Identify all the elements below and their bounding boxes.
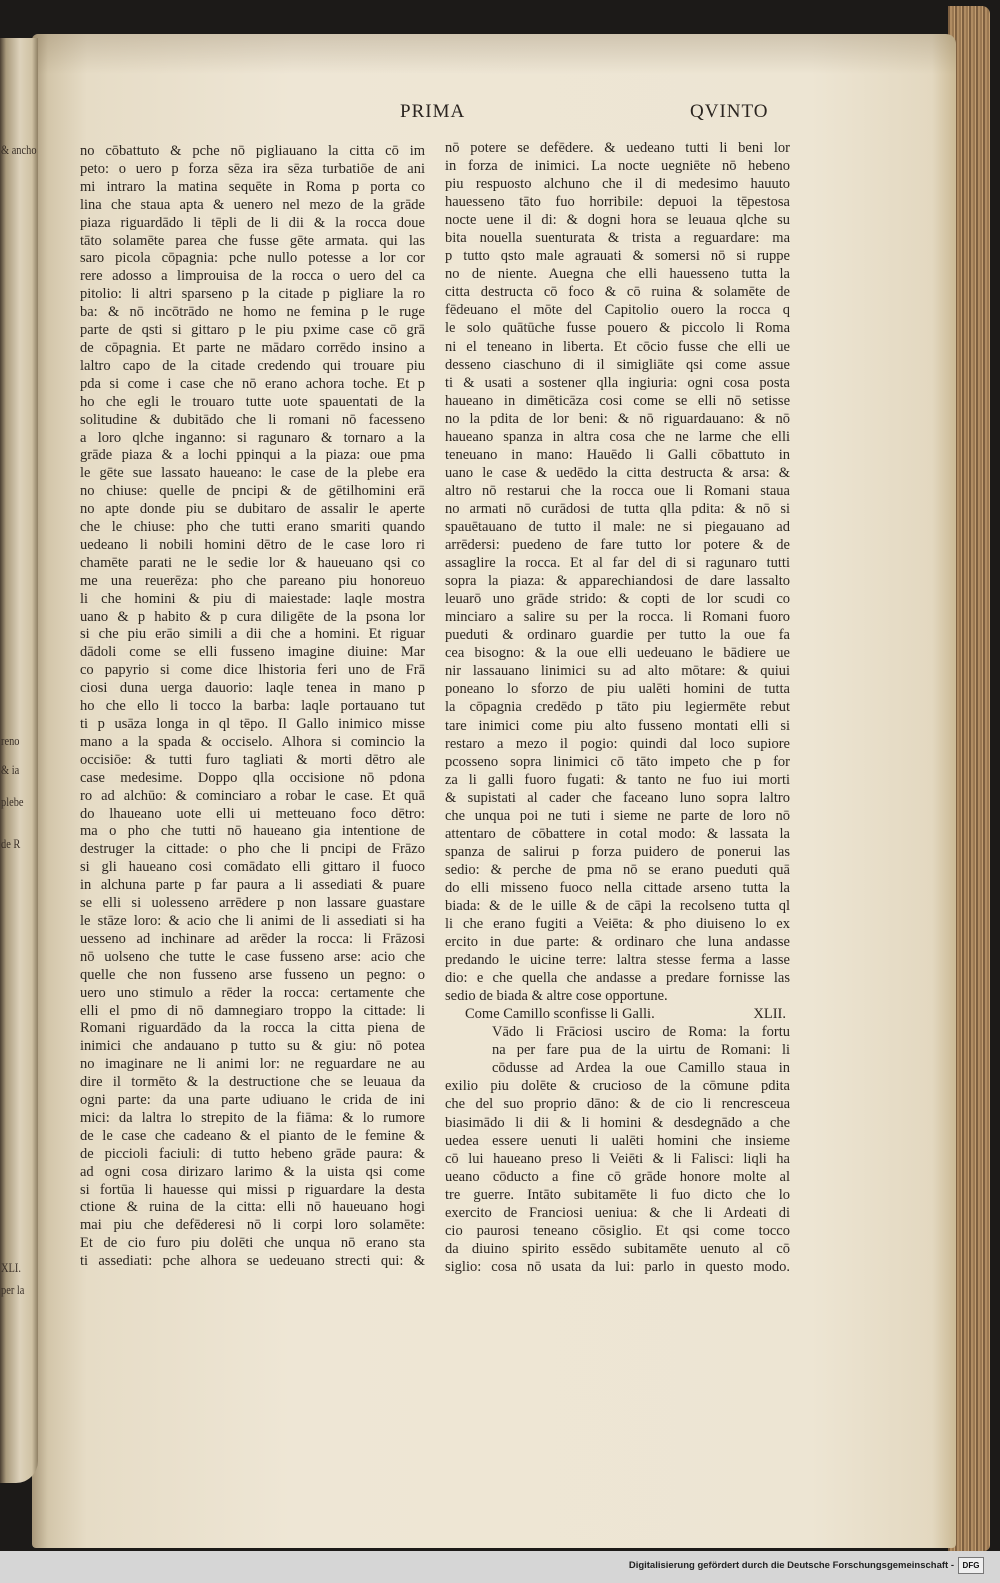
text-block <box>445 1023 790 1276</box>
text-line: pueduti & ordinaro guardie per tutto la oue fa <box>445 627 790 644</box>
text-line: in forza de inimici. La nocte uegniēte nō hebeno <box>445 158 790 175</box>
text-line: no de niente. Auegna che elli hauesseno tutta la <box>445 266 790 283</box>
text-line: cō lui haueano preso li Veiēti & li Falisci: liqli ha <box>445 1150 790 1167</box>
text-line: elli el pmo di nō damnegiaro troppo la cittade: li <box>80 1002 425 1019</box>
text-line: uano & p habito & p cura diligēte de la psona lor <box>80 608 425 625</box>
text-line: dire il tormēto & la destructione che se leuaua da <box>80 1074 425 1091</box>
text-line: exercito de Franciosi ueniua: & che li Ardeati di <box>445 1204 790 1221</box>
verso-fragment: & ia <box>1 762 20 777</box>
text-line: fēdeuano el mōte del Capitolio ouero la rocca q <box>445 302 790 319</box>
text-line: haueano spanza in altra cosa che ne larme che elli <box>445 428 790 445</box>
text-line: exilio piu dolēte & crucioso de la cōmune pdita <box>445 1078 790 1095</box>
page-shadow <box>32 34 956 74</box>
text-line: ho che ello li tocco la barba: laqle portauano tut <box>80 698 425 715</box>
text-line: destruger la cittade: o pho che li pncipi de Frāzo <box>80 841 425 858</box>
text-line: me una reuerēza: pho che pareano piu honoreuo <box>80 572 425 589</box>
text-line: attentaro de cōbattere in cotal modo: & lassata la <box>445 825 790 842</box>
text-line: no cōbattuto & pche nō pigliauano la citta cō im <box>80 143 425 159</box>
text-line: si gli haueano cosi comādato elli gittaro il fuoco <box>80 859 425 876</box>
dfg-logo: DFG <box>958 1557 984 1574</box>
text-line: spauētauano de tutto il male: ne si piegauano ad <box>445 518 790 535</box>
verso-fragment: reno <box>1 733 20 748</box>
text-line: lina che staua apta & uenero nel mezo de la grāde <box>80 196 425 213</box>
verso-fragment: plebe <box>1 794 24 809</box>
text-line: de piccioli faciuli: di tutto hebeno grāde paura: & <box>80 1145 425 1162</box>
text-line: rere adosso a limprouisa de la rocca o uero del ca <box>80 268 425 285</box>
right-text-column <box>445 139 790 1276</box>
text-line: che le chiuse: pho che tutti erano smariti quando <box>80 519 425 536</box>
text-line: uano le case & uedēdo la citta destructa & arsa: & <box>445 464 790 481</box>
text-line: co papyrio si come dice lhistoria feri uno de Frā <box>80 662 425 679</box>
text-line: tare inimici come piu alto fusseno montati elli si <box>445 717 790 734</box>
text-line: ad ogni cosa dirizaro larimo & la uista qsi come <box>80 1163 425 1180</box>
text-line: pitolio: li altri sparseno p la citade p pigliare la ro <box>80 286 425 303</box>
text-line: leuarō uno grāde strido: & copti de lor scudi co <box>445 591 790 608</box>
text-line: haueano in dimēticāza cosi come se elli nō setisse <box>445 392 790 409</box>
verso-fragment: & ancho <box>1 142 37 157</box>
text-line: cōdusse ad Ardea la oue Camillo staua in <box>492 1060 790 1077</box>
text-line: mano a la spada & occiselo. Alhora si comincio la <box>80 733 425 750</box>
text-line: ba: & nō incōtrādo ne homo ne femina p le ruge <box>80 304 425 321</box>
text-line: li che erano fugiti a Veiēta: & pho diuiseno lo ex <box>445 916 790 933</box>
text-line: tāto solamēte parea che fusse gēte armata. qui las <box>80 232 425 249</box>
text-line: ciosi duna uerga dauorio: laqle tenea in mano p <box>80 680 425 697</box>
text-line: no armati nō curādosi de tutta qlla pdita: & nō si <box>445 500 790 517</box>
verso-fragment: de R <box>1 836 21 851</box>
text-line: pcosseno sopra linimici cō tāto impeto che p for <box>445 753 790 770</box>
text-line: de le case che cadeano & el pianto de le femine & <box>80 1127 425 1144</box>
text-line: siglio: cosa nō usata da lui: parlo in questo modo. <box>445 1258 790 1275</box>
text-line: no apte donde piu se dubitaro de assalir le aperte <box>80 501 425 518</box>
text-line: na per fare pua de la uirtu de Romani: li <box>492 1042 790 1059</box>
text-line: dio: e che quella che andasse a predare fornisse las <box>445 970 790 987</box>
text-line: Vādo li Frāciosi usciro de Roma: la fortu <box>492 1024 790 1041</box>
text-line: in alchuna parte p far paura a li assediati & puare <box>80 877 425 894</box>
text-line: minciaro a salire su per la rocca. li Romani fuoro <box>445 609 790 626</box>
text-line: mici: da laltra lo strepito de la fiāma: & lo rumore <box>80 1109 425 1126</box>
footer-bar <box>0 1551 1000 1583</box>
text-line: arrēdersi: puedeno de fare tutto lor potere & de <box>445 537 790 554</box>
text-line: ho che egli le trouaro tutte uote spauentati de la <box>80 393 425 410</box>
text-line: cio paurosi teneano cōsiglio. Et qsi come tocco <box>445 1222 790 1239</box>
text-line: si fortūa li hauesse qui missi p riguardare la desta <box>80 1181 425 1198</box>
text-line: uesseno ad inchinare ad arēder la rocca: li Frāzosi <box>80 930 425 947</box>
text-line: se elli si uolesseno arrēdere p non lassare guastare <box>80 895 425 912</box>
text-line: uedeano li nobili homini dētro de le case loro ri <box>80 536 425 553</box>
text-line: restaro a mezo il pogio: quindi dal loco supiore <box>445 735 790 752</box>
text-line: de cōpagnia. Et parte ne mādaro corrēdo insino a <box>80 339 425 356</box>
text-line: pda si come i case che nō erano achora toche. Et p <box>80 375 425 392</box>
text-line: ti assediati: pche alhora se uedeuano strecti qui: & <box>80 1253 425 1270</box>
text-line: mi intraro la matina sequēte in Roma p porta co <box>80 178 425 195</box>
text-line: si che piu erāo simili a dii che a homini. Et riguar <box>80 626 425 643</box>
text-line: no chiuse: quelle de pncipi & de gētilhomini erā <box>80 483 425 500</box>
text-line: grāde piaza & a lochi ppinqui a la piaza: oue pma <box>80 447 425 464</box>
text-line: occisiōe: & tutti furo tagliati & morti dētro ale <box>80 751 425 768</box>
text-line: piu respuosto alchuno che il di medesimo hauuto <box>445 176 790 193</box>
verso-fragment: per la <box>1 1282 25 1297</box>
text-line: le gēte sue lassato haueano: le case de la plebe era <box>80 465 425 482</box>
running-head-right: QVINTO <box>690 101 769 122</box>
text-line: a loro qlche inganno: si ragunaro & tornaro a la <box>80 429 425 446</box>
text-line: case medesime. Doppo qlla occisione nō pdona <box>80 769 425 786</box>
left-text-column <box>80 143 425 1271</box>
text-line: bita nouella suenturata & trista a reguardare: ma <box>445 230 790 247</box>
text-line: ogni parte: da una parte udiuano le crida de ini <box>80 1092 425 1109</box>
text-line: predando le uicine terre: laltra stesse ferma a lasse <box>445 952 790 969</box>
text-line: teneuano in mano: Hauēdo li Galli cōbattuto in <box>445 446 790 463</box>
text-line: saro picola cōpagnia: pche nullo potesse a lor cor <box>80 250 425 267</box>
text-line: parte de qsti si gittaro p le piu pxime case cō grā <box>80 322 425 339</box>
previous-page-curl <box>0 38 38 1483</box>
funding-notice: Digitalisierung gefördert durch die Deutsche Forschungsgemeinschaft - <box>628 1560 954 1571</box>
text-line: li che homini & piu di maiestade: laqle mostra <box>80 590 425 607</box>
text-line: poneano lo sforzo de piu ualēti homini de tutta <box>445 681 790 698</box>
text-line: la cōpagnia credēdo p tāto piu legiermēte rebut <box>445 699 790 716</box>
text-line: sopra la piaza: & apparechiandosi de dare lassalto <box>445 573 790 590</box>
text-line: altro nō restarui che la rocca oue li Romani staua <box>445 482 790 499</box>
text-line: do elli misseno fuoco nella cittade arseno tutta la <box>445 879 790 896</box>
text-line: laltro capo de la citade credendo qui trouare piu <box>80 357 425 374</box>
text-line: uero uno stimulo a rēder la rocca: certamente che <box>80 984 425 1001</box>
text-line: ti & usati a sostener qlla ingiuria: ogni cosa posta <box>445 374 790 391</box>
text-line: p tutto qsto male agrauati & somersi nō si ruppe <box>445 248 790 265</box>
text-line: Romani riguardādo da la rocca la citta piena de <box>80 1020 425 1037</box>
text-line: no imaginare ne li animi lor: ne reguardare ne au <box>80 1056 425 1073</box>
text-line: da diuino spirito essēdo subitamēte uenuto al cō <box>445 1240 790 1257</box>
text-line: ti p usāza longa in ql tēpo. Il Gallo inimico misse <box>80 716 425 732</box>
text-line: nir lassauano linimici su ad alto mōtare: & quiui <box>445 663 790 680</box>
text-line: biada: & de le uille & de cāpi la recolseno tutta ql <box>445 897 790 914</box>
text-line: nō uolseno che tutte le case fusseno arse: acio che <box>80 948 425 965</box>
text-line: cea bisogno: & la oue elli uedeuano le bādiere ue <box>445 645 790 662</box>
text-line: dādoli come se elli fusseno imagine diuine: Mar <box>80 644 425 661</box>
text-line: biasimādo li dii & li homini & desdegnādo a che <box>445 1114 790 1131</box>
text-line: quelle che non fusseno arse fusseno un pegno: o <box>80 966 425 983</box>
text-line: che del suo proprio dāno: & de cio li rencresceua <box>445 1096 790 1113</box>
chapter-title: Come Camillo sconfisse li Galli. <box>465 1006 655 1023</box>
text-line: le stāze loro: & acio che li animi de li assediati si ha <box>80 912 425 929</box>
chapter-number: XLII. <box>753 1006 786 1023</box>
verso-fragment: XLI. <box>1 1260 21 1275</box>
text-line: no la pdita de lor beni: & nō riguardauano: & nō <box>445 410 790 427</box>
text-line: assaglire la rocca. Et al far del di si ragunaro tutti <box>445 555 790 572</box>
text-line: inimici che andauano p tutto su & giu: nō potea <box>80 1038 425 1055</box>
text-line: & supistati al cader che faceano luno sopra laltro <box>445 789 790 806</box>
text-line: sedio: & perche de pma nō se erano pueduti quā <box>445 861 790 878</box>
text-line: ercito in due parte: & ordinaro che luna andasse <box>445 934 790 951</box>
text-line: le solo quātūche fusse pouero & piccolo li Roma <box>445 320 790 337</box>
text-line: che unqua poi ne tuti i sieme ne parte de loro nō <box>445 807 790 824</box>
text-line: ro ad alchūo: & cominciaro a robar le case. Et quā <box>80 787 425 804</box>
text-line: spanza de salirui p forza puidero de ponerui las <box>445 843 790 860</box>
text-line: sedio de biada & altre cose opportune. <box>445 988 668 1005</box>
text-line: solitudine & dubitādo che li romani nō facesseno <box>80 411 425 428</box>
text-line: mai piu che defēderesi nō li corpi loro solamēte: <box>80 1217 425 1234</box>
text-line: Et de cio furo piu dolēti che unqua nō erano sta <box>80 1235 425 1252</box>
text-line: desseno ciaschuno di il simigliāte qsi come assue <box>445 356 790 373</box>
text-line: peto: o uero p forza sēza ira sēza turbatiōe de ani <box>80 160 425 177</box>
text-line: ma o pho che tutti nō haueano gia intentione de <box>80 823 425 840</box>
text-line: ctione & ruina de la citta: elli nō haueuano hogi <box>80 1199 425 1216</box>
chapter-heading <box>445 1005 790 1023</box>
text-line: ni el teneano in liberta. Et cōcio fusse che elli ue <box>445 338 790 355</box>
text-line: do lhaueano uote elli ui metteuano foco dētro: <box>80 805 425 822</box>
text-line: chamēte parati ne le sedie lor & haueuano qsi co <box>80 554 425 571</box>
text-line: citta destructa cō foco & cō ruina & solamēte de <box>445 284 790 301</box>
text-line: piaza riguardādo li tēpli de li dii & la rocca doue <box>80 214 425 231</box>
text-line: ueano cōducto a fine cō grāde honore molte al <box>445 1168 790 1185</box>
text-line: za li galli fuoro fugati: & tanto ne fuo iui morti <box>445 771 790 788</box>
text-line: nō potere se defēdere. & uedeano tutti li beni lor <box>445 140 790 156</box>
text-line: hauesseno tāto fuo horribile: depuoi la tēpestosa <box>445 194 790 211</box>
text-line: uedea essere uenuti li ualēti homini che insieme <box>445 1132 790 1149</box>
text-line: tre guerre. Intāto subitamēte li fuo dicto che lo <box>445 1186 790 1203</box>
running-head-left: PRIMA <box>400 101 466 122</box>
text-block <box>445 139 790 1005</box>
text-line: nocte uene il di: & dogni hora se leuaua qlche su <box>445 212 790 229</box>
